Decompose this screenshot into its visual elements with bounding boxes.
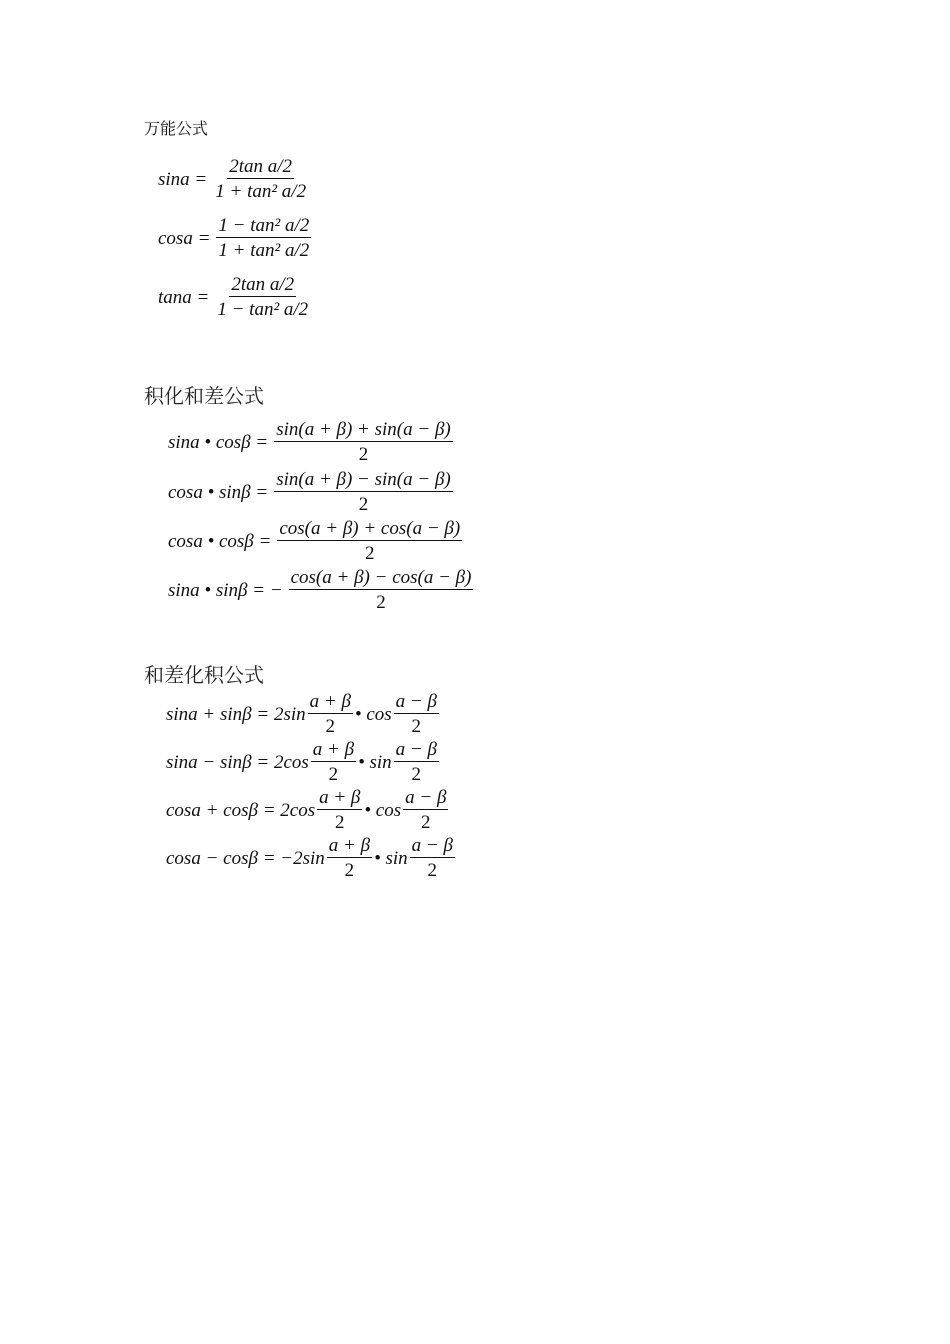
- formula-lhs: cosa =: [158, 227, 211, 249]
- numerator: a − β: [411, 835, 453, 856]
- numerator: a + β: [319, 787, 361, 808]
- formula-product-to-sum-4: [168, 568, 475, 612]
- fraction: [308, 692, 353, 736]
- denominator: 1 − tan² a/2: [217, 299, 309, 320]
- formula-lhs: cosa + cosβ = 2cos: [166, 799, 316, 821]
- formula-lhs: sina + sinβ = 2sin: [166, 703, 306, 725]
- formula-lhs: sina • sinβ = −: [168, 579, 283, 601]
- denominator: 2: [376, 592, 386, 613]
- denominator: 2: [421, 812, 431, 833]
- fraction: [274, 420, 453, 464]
- formula-sin-universal: [158, 157, 310, 201]
- denominator: 2: [328, 764, 339, 785]
- formula-tan-universal: [158, 275, 312, 319]
- fraction: [215, 275, 310, 319]
- formula-lhs: tana =: [158, 286, 210, 308]
- fraction: [327, 836, 372, 880]
- denominator: 2: [411, 716, 422, 737]
- formula-product-to-sum-3: [168, 519, 464, 563]
- fraction: [216, 216, 311, 260]
- fraction: [410, 836, 455, 880]
- denominator: 2: [334, 812, 345, 833]
- denominator: 1 + tan² a/2: [218, 240, 310, 261]
- denominator: 2: [365, 543, 375, 564]
- numerator: a + β: [309, 691, 351, 712]
- formula-sum-to-product-4: [166, 836, 457, 880]
- denominator: 2: [358, 494, 369, 515]
- fraction: [317, 788, 362, 832]
- denominator: 2: [427, 860, 438, 881]
- section-title-universal: 万能公式: [144, 119, 209, 138]
- fraction: [403, 788, 448, 832]
- fraction: [394, 692, 439, 736]
- denominator: 2: [358, 444, 369, 465]
- numerator: a + β: [328, 835, 371, 856]
- formula-product-to-sum-2: [168, 470, 455, 514]
- formula-lhs: cosa • cosβ =: [168, 530, 272, 552]
- formula-middle: • sin: [374, 847, 408, 869]
- fraction: [394, 740, 439, 784]
- denominator: 2: [344, 860, 355, 881]
- section-title-product-to-sum: 积化和差公式: [144, 384, 264, 408]
- numerator: a − β: [405, 787, 447, 808]
- fraction: [289, 568, 474, 612]
- formula-sum-to-product-2: [166, 740, 441, 784]
- formula-product-to-sum-1: [168, 420, 455, 464]
- fraction: [213, 157, 308, 201]
- numerator: sin(a + β) + sin(a − β): [276, 419, 451, 440]
- denominator: 2: [325, 716, 336, 737]
- numerator: sin(a + β) − sin(a − β): [276, 469, 451, 490]
- numerator: a − β: [395, 739, 437, 760]
- denominator: 1 + tan² a/2: [215, 181, 307, 202]
- numerator: a + β: [312, 739, 355, 760]
- formula-sum-to-product-3: [166, 788, 450, 832]
- formula-lhs: cosa − cosβ = −2sin: [166, 847, 325, 869]
- numerator: 1 − tan² a/2: [218, 215, 310, 236]
- formula-sum-to-product-1: [166, 692, 441, 736]
- numerator: 2tan a/2: [229, 156, 293, 177]
- numerator: a − β: [395, 691, 437, 712]
- numerator: cos(a + β) − cos(a − β): [290, 567, 472, 588]
- formula-lhs: sina =: [158, 168, 208, 190]
- formula-lhs: cosa • sinβ =: [168, 481, 269, 503]
- fraction: [277, 519, 462, 563]
- formula-lhs: sina − sinβ = 2cos: [166, 751, 309, 773]
- section-title-sum-to-product: 和差化积公式: [144, 663, 264, 687]
- formula-middle: • sin: [358, 751, 392, 773]
- denominator: 2: [411, 764, 422, 785]
- numerator: 2tan a/2: [231, 274, 295, 295]
- formula-cos-universal: [158, 216, 313, 260]
- fraction: [311, 740, 356, 784]
- fraction: [274, 470, 453, 514]
- numerator: cos(a + β) + cos(a − β): [279, 518, 461, 539]
- formula-middle: • cos: [354, 703, 392, 725]
- formula-middle: • cos: [364, 799, 402, 821]
- formula-lhs: sina • cosβ =: [168, 431, 269, 453]
